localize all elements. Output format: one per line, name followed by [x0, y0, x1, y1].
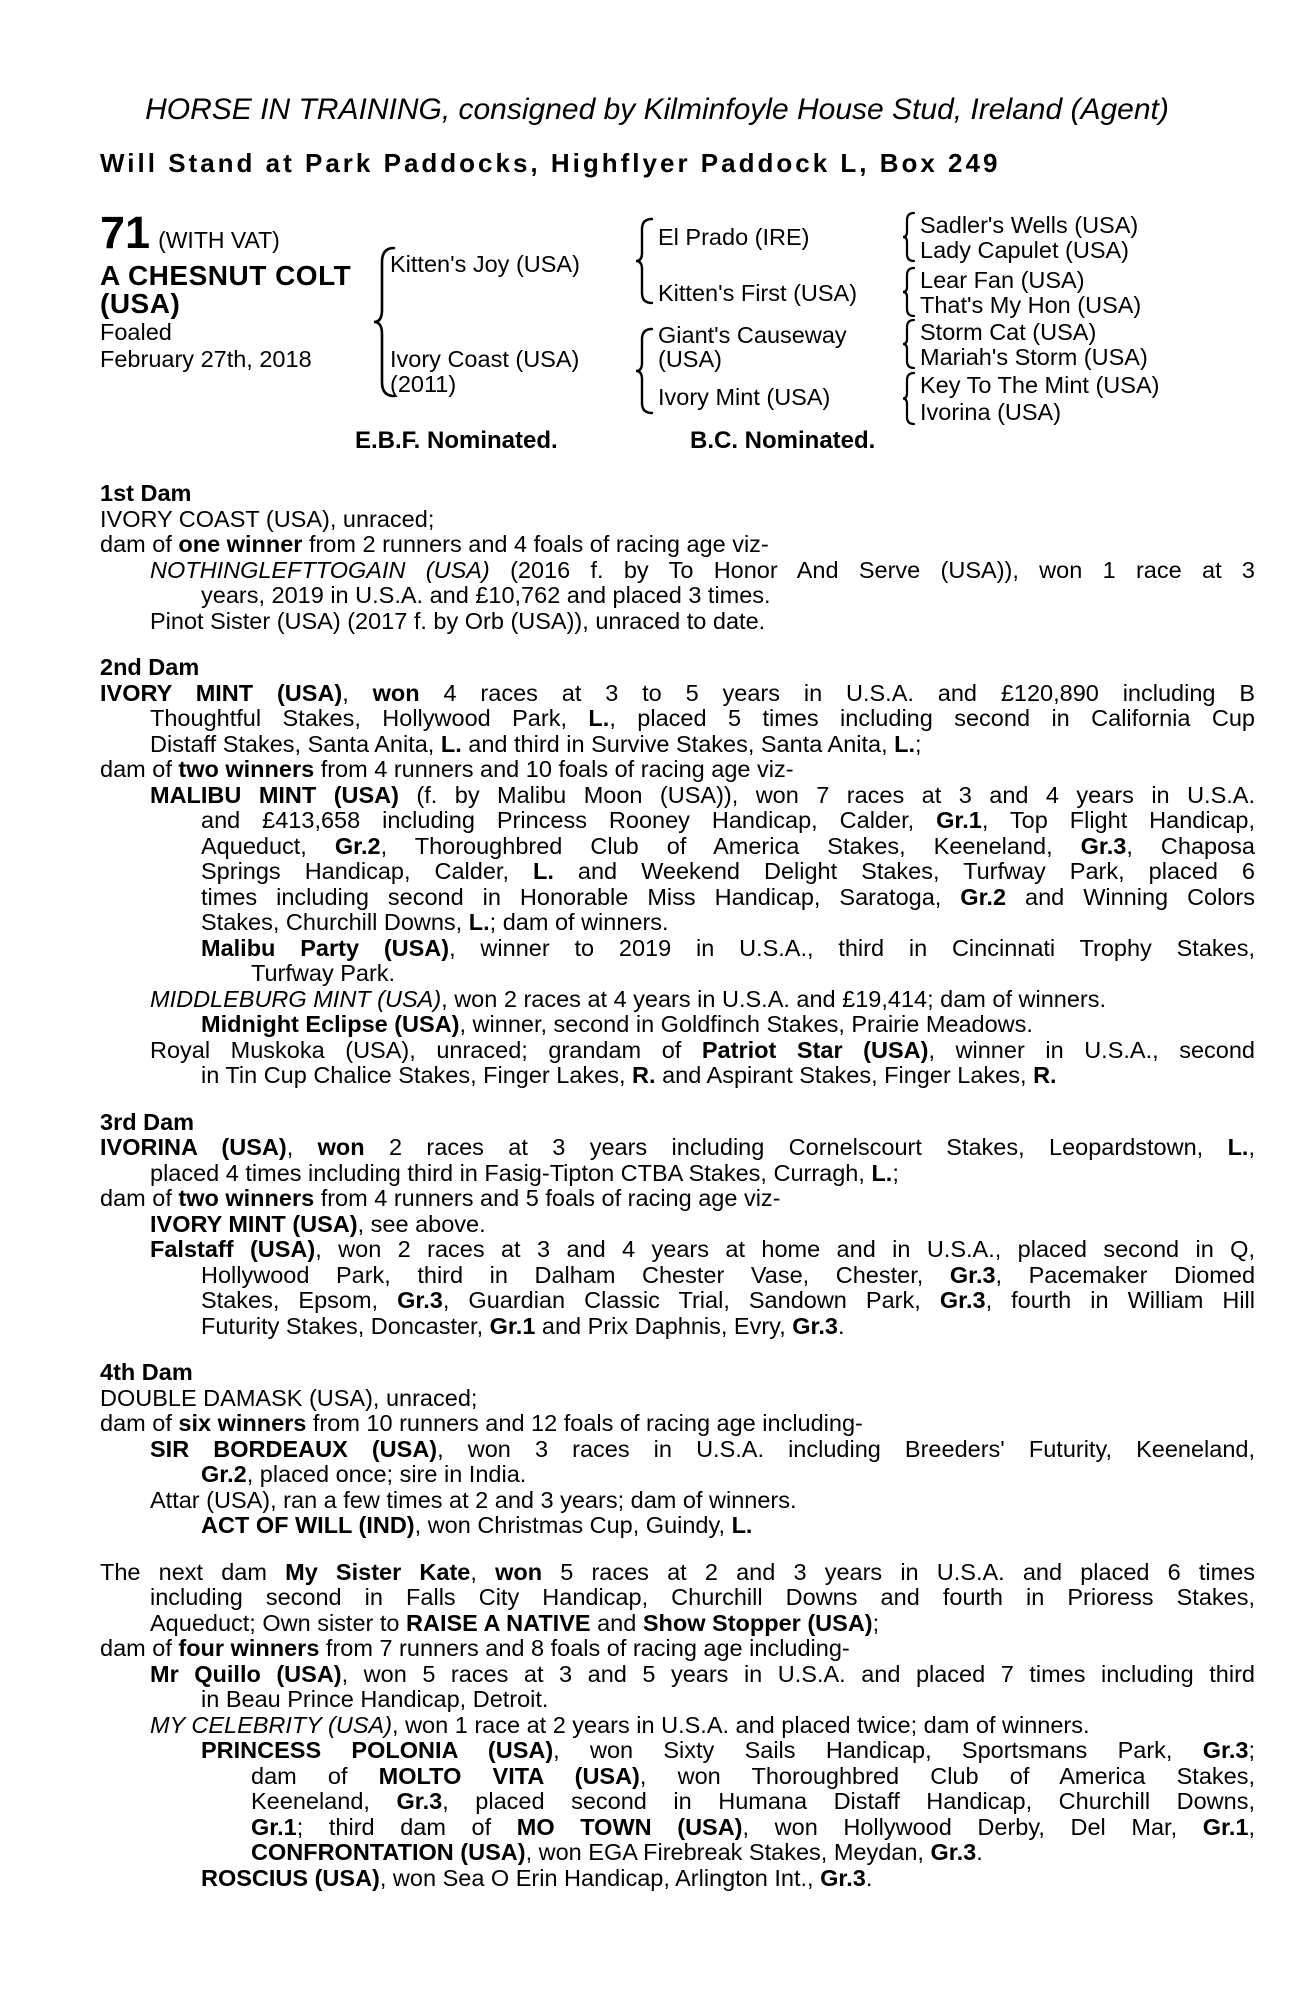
- text-segment: Stakes, Churchill Downs,: [201, 909, 469, 935]
- text-line: [100, 1411, 1255, 1437]
- text-line: [150, 1161, 1255, 1187]
- dam-dam-name: Ivory Mint (USA): [658, 384, 831, 410]
- text-segment: Distaff Stakes, Santa Anita,: [150, 730, 441, 757]
- dam-section: [100, 1110, 1255, 1340]
- text-segment: dam of: [251, 1762, 379, 1789]
- text-segment: and: [590, 1609, 643, 1636]
- text-segment: .: [865, 1864, 873, 1891]
- text-segment: and Weekend Delight Stakes, Turfway Park, placed 6: [553, 858, 1256, 884]
- text-segment: ,: [1248, 1813, 1255, 1840]
- text-segment: MO TOWN (USA): [516, 1813, 743, 1840]
- text-line: [201, 1462, 1255, 1488]
- text-segment: Hollywood Park, third in Dalham Chester Vase, Chester,: [201, 1261, 950, 1288]
- text-segment: and third in Survive Stakes, Santa Anita,: [461, 730, 895, 757]
- dam-name: Ivory Coast (USA): [390, 346, 580, 372]
- text-segment: R.: [1033, 1062, 1057, 1088]
- text-segment: Thoughtful Stakes, Hollywood Park,: [150, 705, 589, 731]
- text-segment: , winner to 2019 in U.S.A., third in Cincinnati Trophy Stakes,: [449, 934, 1255, 961]
- dam-section: [100, 481, 1255, 634]
- text-line: [100, 1560, 1255, 1586]
- text-segment: L.: [588, 705, 610, 731]
- text-line: [251, 961, 1255, 987]
- gg-dam-dam-dam: Ivorina (USA): [920, 399, 1062, 425]
- text-segment: , won 2 races at 3 and 4 years at home and in U.S.A., placed second in Q,: [315, 1236, 1255, 1262]
- text-line: [100, 1186, 1255, 1212]
- text-segment: L.: [894, 730, 916, 757]
- text-segment: 2 races at 3 years including Cornelscourt Stakes, Leopardstown,: [364, 1134, 1228, 1160]
- text-segment: L.: [1227, 1134, 1249, 1160]
- text-segment: R.: [632, 1062, 656, 1088]
- text-segment: ; dam of winners.: [489, 909, 669, 935]
- text-segment: , placed second in Humana Distaff Handicap, Churchill Downs,: [442, 1788, 1255, 1814]
- text-segment: , won Christmas Cup, Guindy,: [414, 1512, 732, 1538]
- text-segment: ,: [470, 1558, 496, 1585]
- text-segment: Gr.3: [949, 1261, 996, 1288]
- text-segment: dam of: [100, 1410, 179, 1436]
- gg-dam-dam-sire: Key To The Mint (USA): [920, 372, 1160, 398]
- text-line: [201, 1288, 1255, 1314]
- text-segment: in Tin Cup Chalice Stakes, Finger Lakes,: [201, 1062, 633, 1088]
- ebf-nominated-note: E.B.F. Nominated.: [355, 427, 558, 454]
- gg-sire-sire-dam: Lady Capulet (USA): [920, 237, 1129, 263]
- text-segment: Futurity Stakes, Doncaster,: [201, 1312, 490, 1339]
- dam-section: [100, 1360, 1255, 1539]
- text-segment: and £413,658 including Princess Rooney Handicap, Calder,: [201, 807, 937, 833]
- sire-sire-name: El Prado (IRE): [658, 224, 810, 250]
- text-line: [201, 885, 1255, 911]
- dam-year: (2011): [390, 371, 457, 397]
- stand-location-line: Will Stand at Park Paddocks, Highflyer Paddock L, Box 249: [100, 148, 1001, 178]
- text-segment: years, 2019 in U.S.A. and £10,762 and placed 3 times.: [201, 582, 771, 608]
- text-line: [100, 1636, 1255, 1662]
- text-line: [100, 681, 1255, 707]
- text-segment: two winners: [178, 1185, 315, 1211]
- text-segment: , won Sea O Erin Handicap, Arlington Int.,: [379, 1864, 821, 1891]
- text-segment: four winners: [178, 1635, 320, 1661]
- text-segment: MOLTO VITA (USA): [378, 1762, 640, 1789]
- text-line: [251, 1815, 1255, 1841]
- brace-dam-parents: [634, 327, 654, 415]
- text-segment: IVORY MINT (USA): [100, 679, 343, 706]
- text-segment: L.: [731, 1512, 753, 1538]
- lot-title-line1: A CHESNUT COLT: [100, 260, 352, 291]
- text-line: [201, 1263, 1255, 1289]
- text-line: [201, 859, 1255, 885]
- text-segment: IVORY MINT (USA): [150, 1210, 358, 1237]
- text-segment: The next dam: [100, 1558, 286, 1585]
- text-segment: Gr.3: [930, 1839, 977, 1865]
- text-segment: NOTHINGLEFTTOGAIN (USA): [150, 556, 490, 583]
- text-segment: , winner in U.S.A., second: [928, 1036, 1255, 1063]
- text-segment: Aqueduct,: [201, 832, 335, 859]
- sire-name: Kitten's Joy (USA): [390, 251, 580, 277]
- text-segment: Patriot Star (USA): [701, 1036, 929, 1063]
- text-segment: , won 2 races at 4 years in U.S.A. and £19,414; dam of winners.: [441, 985, 1107, 1012]
- gg-sire-sire-sire: Sadler's Wells (USA): [920, 212, 1139, 238]
- brace-gg-3: [901, 318, 916, 370]
- text-segment: Falstaff (USA): [150, 1236, 316, 1262]
- text-segment: DOUBLE DAMASK (USA), unraced;: [100, 1384, 478, 1411]
- text-segment: ;: [892, 1159, 899, 1186]
- dam-section: [100, 1560, 1255, 1892]
- text-line: [201, 936, 1255, 962]
- brace-sire-parents: [634, 217, 654, 305]
- brace-gg-1: [901, 211, 916, 263]
- text-segment: , Guardian Classic Trial, Sandown Park,: [442, 1287, 940, 1313]
- text-segment: placed 4 times including third in Fasig-Tipton CTBA Stakes, Curragh,: [150, 1159, 872, 1186]
- text-segment: Gr.1: [489, 1312, 536, 1339]
- text-segment: My Sister Kate: [285, 1558, 471, 1585]
- text-segment: and Prix Daphnis, Evry,: [535, 1312, 793, 1339]
- text-segment: from 2 runners and 4 foals of racing age viz-: [302, 531, 769, 557]
- text-segment: ;: [872, 1609, 880, 1636]
- text-segment: dam of: [100, 1635, 179, 1661]
- lot-number: 71: [100, 207, 151, 258]
- text-segment: Gr.3: [792, 1312, 838, 1339]
- text-segment: Gr.3: [396, 1788, 443, 1814]
- text-line: [150, 783, 1255, 809]
- text-segment: Stakes, Epsom,: [201, 1287, 398, 1313]
- consignor-line: HORSE IN TRAINING, consigned by Kilminfoyle House Stud, Ireland (Agent): [145, 93, 1169, 126]
- lot-title-line2: (USA): [100, 288, 181, 319]
- text-segment: ,: [342, 679, 373, 706]
- text-line: [201, 1738, 1255, 1764]
- text-segment: Keeneland,: [251, 1788, 397, 1814]
- text-line: [100, 507, 1255, 533]
- text-segment: Gr.3: [939, 1287, 986, 1313]
- section-heading: 3rd Dam: [100, 1108, 195, 1135]
- text-segment: Gr.3: [1202, 1737, 1249, 1763]
- text-segment: .: [837, 1312, 845, 1339]
- text-line: [150, 1038, 1255, 1064]
- text-line: [100, 1135, 1255, 1161]
- brace-gg-4: [901, 371, 916, 426]
- text-segment: IVORINA (USA): [100, 1134, 287, 1160]
- text-segment: L.: [440, 730, 462, 757]
- text-segment: dam of: [100, 531, 179, 557]
- text-segment: ;: [1248, 1737, 1255, 1763]
- text-segment: Turfway Park.: [251, 960, 396, 986]
- text-segment: (f. by Malibu Moon (USA)), won 7 races at 3 and 4 years in U.S.A.: [398, 781, 1255, 808]
- text-segment: Gr.1: [1202, 1813, 1249, 1840]
- text-segment: won: [372, 679, 420, 706]
- text-segment: , won 1 race at 2 years in U.S.A. and placed twice; dam of winners.: [392, 1711, 1090, 1738]
- gg-dam-sire-sire: Storm Cat (USA): [920, 319, 1097, 345]
- text-segment: ROSCIUS (USA): [201, 1864, 380, 1891]
- text-segment: from 7 runners and 8 foals of racing age including-: [319, 1635, 850, 1661]
- text-segment: Gr.2: [334, 832, 381, 859]
- dam-section: [100, 655, 1255, 1089]
- dam-sections: [100, 481, 1255, 1891]
- text-segment: , won 5 races at 3 and 5 years in U.S.A. and placed 7 times including third: [341, 1660, 1255, 1687]
- text-segment: , won 3 races in U.S.A. including Breeders' Futurity, Keeneland,: [437, 1435, 1256, 1462]
- text-segment: L.: [871, 1159, 893, 1186]
- text-segment: , Pacemaker Diomed: [995, 1261, 1256, 1288]
- text-line: [150, 609, 1255, 635]
- text-line: [201, 910, 1255, 936]
- text-line: [150, 1437, 1255, 1463]
- text-segment: from 4 runners and 5 foals of racing age viz-: [314, 1185, 781, 1211]
- text-line: [100, 532, 1255, 558]
- text-segment: Gr.3: [397, 1287, 443, 1313]
- text-segment: ; third dam of: [296, 1813, 517, 1840]
- text-segment: Attar (USA), ran a few times at 2 and 3 years; dam of winners.: [150, 1486, 797, 1513]
- gg-sire-dam-sire: Lear Fan (USA): [920, 267, 1085, 293]
- text-line: [150, 1488, 1255, 1514]
- text-line: [150, 987, 1255, 1013]
- text-segment: Mr Quillo (USA): [150, 1660, 342, 1687]
- gg-sire-dam-dam: That's My Hon (USA): [920, 292, 1142, 318]
- text-segment: , winner, second in Goldfinch Stakes, Prairie Meadows.: [459, 1011, 1033, 1037]
- text-segment: PRINCESS POLONIA (USA): [201, 1737, 554, 1763]
- text-line: [201, 1513, 1255, 1539]
- text-segment: , won Thoroughbred Club of America Stakes,: [639, 1762, 1255, 1789]
- text-segment: two winners: [178, 756, 315, 782]
- text-segment: CONFRONTATION (USA): [251, 1839, 526, 1865]
- text-segment: Royal Muskoka (USA), unraced; grandam of: [150, 1036, 702, 1063]
- text-segment: .: [976, 1839, 983, 1865]
- text-line: [150, 1662, 1255, 1688]
- text-segment: Springs Handicap, Calder,: [201, 858, 533, 884]
- lot-number-row: [100, 207, 280, 258]
- vat-note: (WITH VAT): [158, 227, 280, 253]
- foaled-date: February 27th, 2018: [100, 346, 312, 372]
- text-line: [150, 558, 1255, 584]
- section-heading: 4th Dam: [100, 1359, 193, 1385]
- text-segment: MY CELEBRITY (USA): [150, 1711, 393, 1738]
- text-segment: , see above.: [357, 1210, 486, 1237]
- bc-nominated-note: B.C. Nominated.: [690, 427, 876, 454]
- text-segment: Show Stopper (USA): [642, 1609, 873, 1636]
- text-segment: L.: [533, 858, 554, 884]
- text-segment: , Top Flight Handicap,: [981, 807, 1256, 833]
- text-segment: including second in Falls City Handicap, Churchill Downs and fourth in Prioress Stakes,: [150, 1584, 1255, 1610]
- text-segment: times including second in Honorable Miss Handicap, Saratoga,: [201, 883, 961, 910]
- text-segment: Gr.1: [936, 807, 982, 833]
- text-segment: one winner: [178, 531, 303, 557]
- text-segment: MIDDLEBURG MINT (USA): [150, 985, 442, 1012]
- text-segment: ,: [1248, 1134, 1255, 1160]
- text-line: [251, 1789, 1255, 1815]
- text-segment: RAISE A NATIVE: [406, 1609, 591, 1636]
- text-segment: dam of: [100, 1185, 179, 1211]
- text-segment: in Beau Prince Handicap, Detroit.: [201, 1686, 549, 1712]
- sire-dam-name: Kitten's First (USA): [658, 280, 858, 306]
- text-line: [201, 1012, 1255, 1038]
- text-line: [201, 1687, 1255, 1713]
- text-segment: , fourth in William Hill: [985, 1287, 1255, 1313]
- section-heading: 2nd Dam: [100, 654, 200, 680]
- text-segment: ,: [286, 1134, 318, 1160]
- text-line: [201, 834, 1255, 860]
- text-segment: , Chaposa: [1126, 832, 1255, 859]
- foaled-label: Foaled: [100, 319, 172, 345]
- text-segment: Gr.2: [201, 1461, 247, 1487]
- text-segment: , won Hollywood Derby, Del Mar,: [742, 1813, 1203, 1840]
- text-segment: L.: [468, 909, 490, 935]
- text-segment: Gr.2: [960, 883, 1007, 910]
- text-line: [100, 757, 1255, 783]
- text-segment: and Aspirant Stakes, Finger Lakes,: [655, 1062, 1034, 1088]
- text-line: [201, 583, 1255, 609]
- text-line: [150, 1585, 1255, 1611]
- text-line: [251, 1840, 1255, 1866]
- text-line: [150, 732, 1255, 758]
- brace-gg-2: [901, 266, 916, 318]
- text-segment: , Thoroughbred Club of America Stakes, Keeneland,: [380, 832, 1081, 859]
- text-line: [100, 1386, 1255, 1412]
- text-segment: 4 races at 3 to 5 years in U.S.A. and £120,890 including B: [419, 679, 1255, 706]
- text-line: [150, 1237, 1255, 1263]
- text-segment: , placed 5 times including second in California Cup: [609, 705, 1255, 731]
- text-line: [150, 1713, 1255, 1739]
- text-segment: Aqueduct; Own sister to: [150, 1609, 407, 1636]
- text-segment: six winners: [178, 1410, 307, 1436]
- text-segment: , placed once; sire in India.: [246, 1461, 527, 1487]
- text-line: [251, 1764, 1255, 1790]
- text-segment: dam of: [100, 756, 179, 782]
- text-line: [201, 1063, 1255, 1089]
- text-segment: from 10 runners and 12 foals of racing age including-: [306, 1410, 863, 1436]
- text-line: [201, 808, 1255, 834]
- text-segment: Malibu Party (USA): [201, 934, 450, 961]
- text-segment: and Winning Colors: [1006, 883, 1255, 910]
- dam-sire-name-line1: Giant's Causeway: [658, 322, 847, 348]
- text-segment: Gr.3: [1080, 832, 1127, 859]
- text-segment: from 4 runners and 10 foals of racing age viz-: [314, 756, 794, 782]
- text-line: [150, 1212, 1255, 1238]
- text-segment: 5 races at 2 and 3 years in U.S.A. and placed 6 times: [542, 1558, 1256, 1585]
- text-segment: Gr.3: [820, 1864, 866, 1891]
- text-segment: won: [317, 1134, 365, 1160]
- text-segment: Pinot Sister (USA) (2017 f. by Orb (USA)), unraced to date.: [150, 607, 766, 634]
- text-segment: ;: [915, 730, 922, 757]
- dam-sire-name-line2: (USA): [658, 346, 722, 372]
- text-segment: SIR BORDEAUX (USA): [150, 1435, 438, 1462]
- text-segment: , won EGA Firebreak Stakes, Meydan,: [525, 1839, 931, 1865]
- text-segment: IVORY COAST (USA), unraced;: [100, 505, 435, 532]
- text-segment: ACT OF WILL (IND): [201, 1512, 415, 1538]
- text-segment: , won Sixty Sails Handicap, Sportsmans Park,: [553, 1737, 1203, 1763]
- text-segment: won: [495, 1558, 543, 1585]
- pedigree-table: [0, 0, 1314, 470]
- text-segment: MALIBU MINT (USA): [150, 781, 399, 808]
- gg-dam-sire-dam: Mariah's Storm (USA): [920, 344, 1148, 370]
- text-line: [150, 1611, 1255, 1637]
- text-line: [201, 1866, 1255, 1892]
- text-segment: Midnight Eclipse (USA): [201, 1011, 460, 1037]
- text-segment: (2016 f. by To Honor And Serve (USA)), won 1 race at 3: [489, 556, 1255, 583]
- section-heading: 1st Dam: [100, 480, 192, 506]
- text-segment: Gr.1: [251, 1813, 297, 1840]
- text-line: [201, 1314, 1255, 1340]
- text-line: [150, 706, 1255, 732]
